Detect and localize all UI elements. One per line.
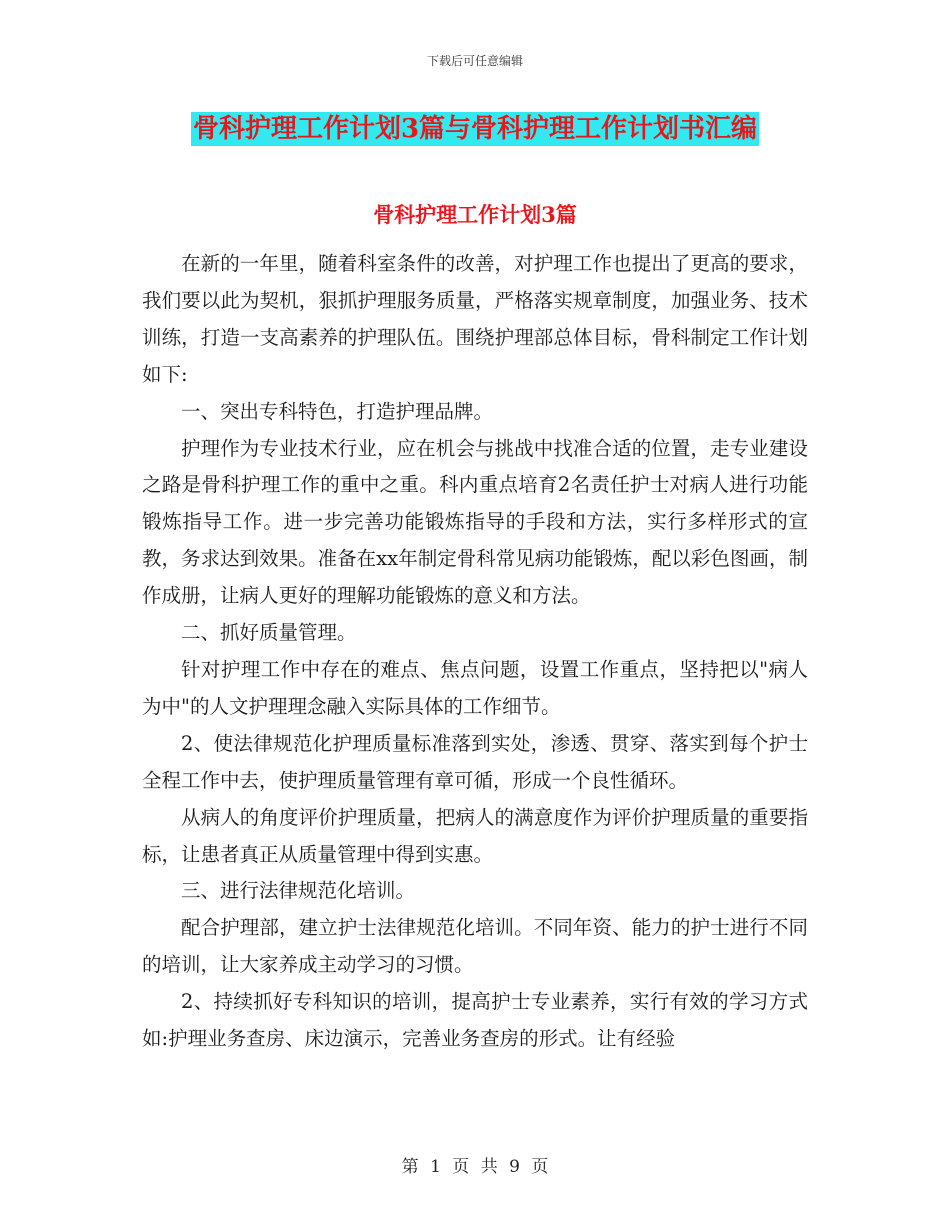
paragraph: 2、持续抓好专科知识的培训，提高护士专业素养，实行有效的学习方式如:护理业务查房、床边演示，完善业务查房的形式。让有经验 xyxy=(142,990,808,1051)
paragraph: 二、抓好质量管理。 xyxy=(181,621,357,645)
document-title-container xyxy=(0,112,950,146)
paragraph: 从病人的角度评价护理质量，把病人的满意度作为评价护理质量的重要指标，让患者真正从质量管理中得到实惠。 xyxy=(142,805,808,866)
page-header-note: 下载后可任意编辑 xyxy=(426,54,523,68)
paragraph: 配合护理部，建立护士法律规范化培训。不同年资、能力的护士进行不同的培训，让大家养成主动学习的习惯。 xyxy=(142,916,808,977)
paragraph: 三、进行法律规范化培训。 xyxy=(181,879,416,903)
paragraph: 护理作为专业技术行业，应在机会与挑战中找准合适的位置，走专业建设之路是骨科护理工作的重中之重。科内重点培育2名责任护士对病人进行功能锻炼指导工作。进一步完善功能锻炼指导的手段和方法，实行多样形式的宣教，务求达到效果。准备在xx年制定骨科常见病功能锻炼，配以彩色图画，制作成册，让病人更好的理解功能锻炼的意义和方法。 xyxy=(142,436,808,608)
document-body xyxy=(142,246,808,1058)
paragraph: 2、使法律规范化护理质量标准落到实处，渗透、贯穿、落实到每个护士全程工作中去，使护理质量管理有章可循，形成一个良性循环。 xyxy=(142,731,808,792)
paragraph: 针对护理工作中存在的难点、焦点问题，设置工作重点，坚持把以"病人为中"的人文护理理念融入实际具体的工作细节。 xyxy=(142,657,808,718)
paragraph: 在新的一年里，随着科室条件的改善，对护理工作也提出了更高的要求，我们要以此为契机，狠抓护理服务质量，严格落实规章制度，加强业务、技术训练，打造一支高素养的护理队伍。围绕护理部总体目标，骨科制定工作计划如下: xyxy=(142,252,808,386)
page-number-footer: 第 1 页 共 9 页 xyxy=(401,1157,549,1177)
document-title: 骨科护理工作计划3篇与骨科护理工作计划书汇编 xyxy=(192,114,758,144)
paragraph: 一、突出专科特色，打造护理品牌。 xyxy=(181,399,494,423)
section-title: 骨科护理工作计划3篇 xyxy=(373,202,577,227)
